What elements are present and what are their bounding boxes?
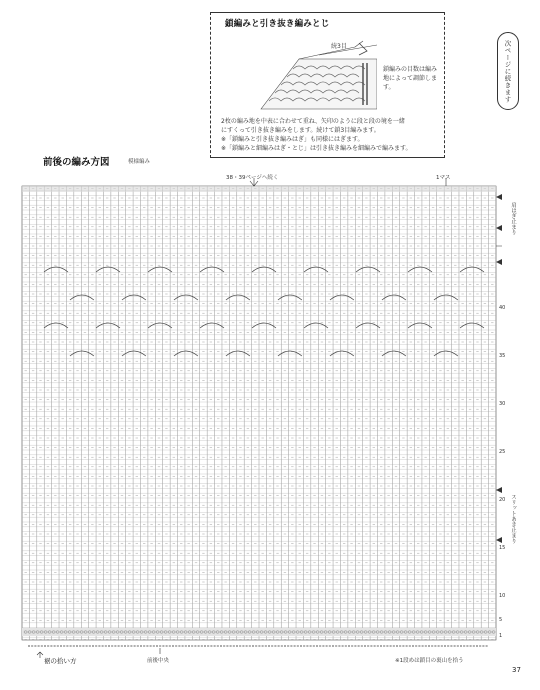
row-number: 15	[499, 545, 506, 551]
info-line: にすくって引き抜き編みをします。続けて鎖3目編みます。	[221, 127, 380, 134]
side-marker	[496, 537, 502, 543]
info-title: 鎖編みと引き抜き編みとじ	[225, 19, 330, 29]
info-body	[221, 117, 441, 153]
info-box	[210, 12, 445, 158]
row-number: 40	[499, 305, 506, 311]
step-label: 続3目	[331, 43, 347, 50]
side-marker	[496, 259, 502, 265]
row-number: 1	[499, 633, 503, 639]
side-marker	[496, 194, 502, 200]
info-line: 2枚の編み地を中表に合わせて重ね、矢印のように段と段の境を一緒	[221, 118, 405, 125]
continue-label: 次ページに続きます	[503, 39, 512, 103]
hem-pickup-label: 裾の拾い方	[44, 657, 77, 665]
center-label: 前後中央	[147, 658, 170, 664]
slit-stop-label: スリットあき止まり	[510, 494, 516, 544]
row-number: 35	[499, 353, 506, 359]
continue-badge	[497, 32, 519, 110]
chart-title: 前後の編み方図	[43, 157, 110, 168]
stitch-columns	[22, 186, 496, 640]
info-note: 鎖編みの目数は編み地によって調節します。	[383, 66, 438, 91]
page-number: 37	[512, 666, 521, 674]
pickup-marks	[28, 645, 488, 647]
side-marker	[496, 225, 502, 231]
info-line: ※「鎖編みと細編みはぎ・とじ」は引き抜き編みを細編みで編みます。	[221, 145, 412, 152]
row-number: 30	[499, 401, 506, 407]
row-number: 5	[499, 617, 503, 623]
row-number: 25	[499, 449, 506, 455]
pattern-arches	[44, 323, 484, 328]
foundation-band	[22, 628, 496, 636]
row-number: 10	[499, 593, 506, 599]
continue-note: 38・39ページへ続く	[226, 175, 279, 181]
unit-note: 1マス	[436, 175, 451, 181]
footnote: ※1段めは鎖目の裏山を拾う	[395, 658, 464, 664]
chart-subtitle: 模様編み	[128, 159, 151, 165]
info-line: ※「鎖編みと引き抜き編みはぎ」も同様にはぎます。	[221, 136, 364, 143]
row-number: 20	[499, 497, 506, 503]
shoulder-stop-label: 肩はぎ止まり	[510, 202, 516, 235]
top-band	[22, 186, 496, 192]
joining-illustration	[259, 39, 377, 117]
pickup-arrow	[37, 652, 43, 658]
